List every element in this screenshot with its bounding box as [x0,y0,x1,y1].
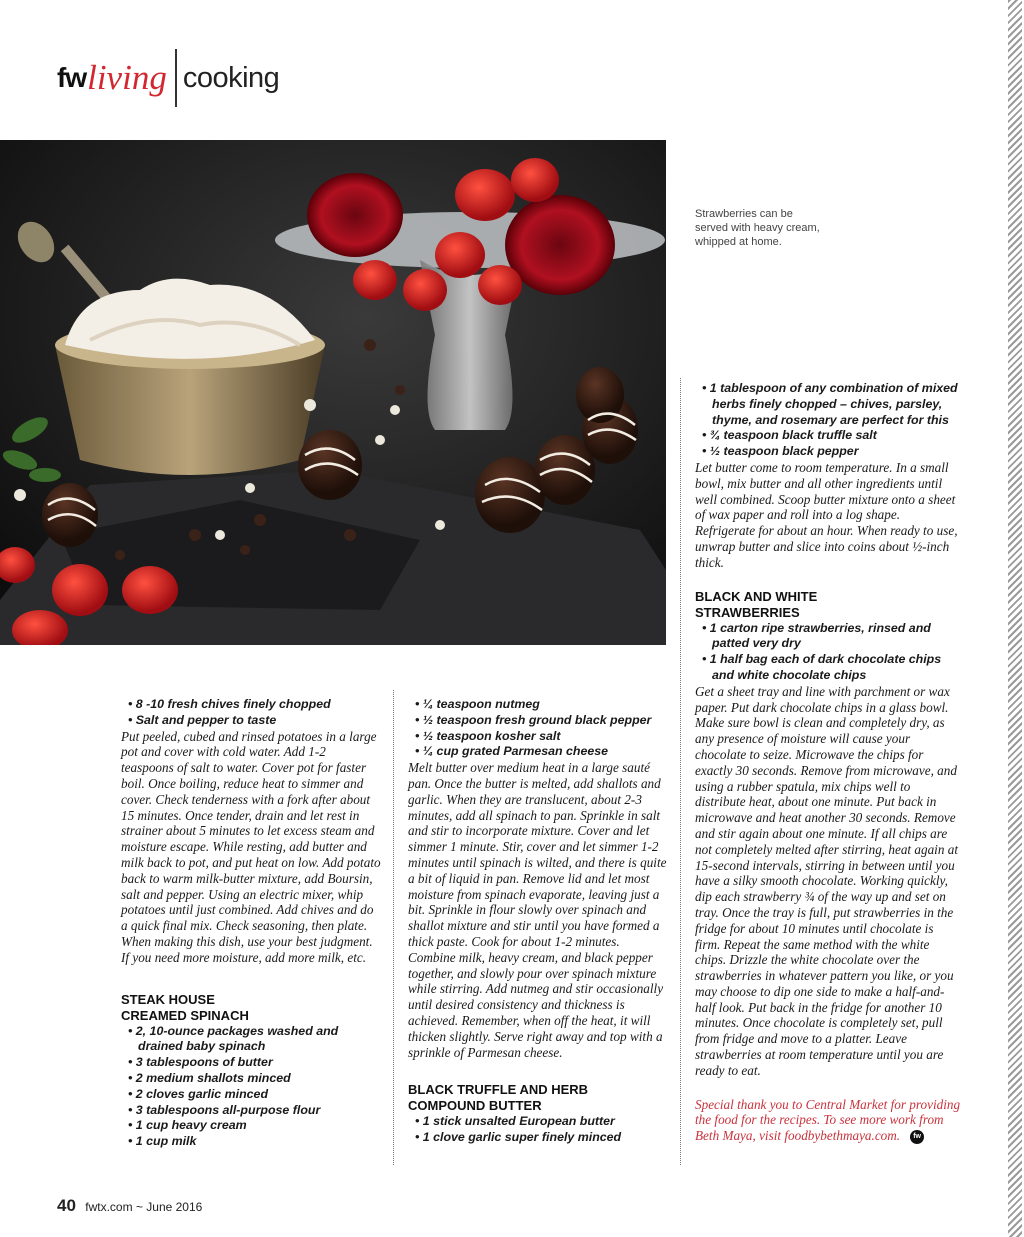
ingredient-item: • 1 carton ripe strawberries, rinsed and patted very dry [695,621,961,653]
column-divider [393,690,394,1165]
fw-logo-icon: fw [910,1130,924,1144]
ingredient-item: • ½ teaspoon black pepper [695,444,961,460]
page-footer [57,1196,202,1216]
header-divider [175,49,177,107]
ingredient-list [695,621,961,684]
section-name: cooking [182,61,280,94]
ingredient-item: • 1 clove garlic super finely minced [408,1130,668,1146]
ingredient-list [408,697,668,760]
recipe-heading: STEAK HOUSE CREAMED SPINACH [121,991,249,1023]
ingredient-item: • 2 cloves garlic minced [121,1087,381,1103]
ingredient-list [408,1114,668,1146]
thanks-text: Special thank you to Central Market for providing the food for the recipes. To see more work from Beth Maya, visit foodbybethmaya.com. [695,1096,961,1144]
ingredient-item: • 8 -10 fresh chives finely chopped [121,697,381,713]
ingredient-list [695,381,961,460]
page-edge-pattern [966,0,1024,1237]
recipe-instructions: Melt butter over medium heat in a large sauté pan. Once the butter is melted, add shallots and garlic. When they are translucent, about 2-3 minutes, add all spinach to pan. Sprinkle in salt and stir to incorporate mixture. Cover and let simmer 1 minute. Stir, cover and let simmer 1-2 minutes until spinach is wilted, and there is quite a bit of liquid in pan. Remove lid and let most moisture from spinach evaporate, leaving just a bit. Sprinkle in flour slowly over spinach and shallot mixture and stir until you have formed a thick paste. Cook for about 1-2 minutes. Combine milk, heavy cream, and black pepper together, and slowly pour over spinach mixture while stirring. Add nutmeg and stir occasionally until desired consistency and thickness is achieved. Remember, when off the heat, it will thicken slightly. Serve right away and top with a sprinkle of Parmesan cheese. [408,760,667,1060]
ingredient-item: • ¾ teaspoon black truffle salt [695,428,961,444]
recipe-column-3 [695,381,961,1144]
recipe-instructions: Let butter come to room temperature. In a small bowl, mix butter and all other ingredients until well combined. Scoop butter mixture onto a sheet of wax paper and roll into a log shape. Refrigerate for about an hour. When ready to use, unwrap butter and slice into coins about ½-inch thick. [695,459,958,570]
recipe-instructions: Put peeled, cubed and rinsed potatoes in a large pot and cover with cold water. Add 1-2 teaspoons of salt to water. Cover pot for faster boil. Once boiling, reduce heat to simmer and cover. Check tenderness with a fork after about 15 minutes. Once tender, drain and let rest in strainer about 5 minutes to let excess steam and moisture escape. While resting, add butter and milk back to pot, and put heat on low. Add potato back to warm milk-butter mixture, add Boursin, salt and pepper. Using an electric mixer, whip potatoes until just combined. Add chives and do a quick final mix. Check seasoning, then plate. When making this dish, use your best judgment. If you need more moisture, add more milk, etc. [121,728,381,965]
ingredient-item: • ½ teaspoon kosher salt [408,729,668,745]
brand-living: living [87,58,167,97]
recipe-heading: BLACK TRUFFLE AND HERB COMPOUND BUTTER [408,1082,589,1114]
credits-note [695,1097,961,1145]
ingredient-list [121,1024,381,1150]
ingredient-item: • ½ teaspoon fresh ground black pepper [408,713,668,729]
ingredient-item: • 1 stick unsalted European butter [408,1114,668,1130]
brand-fw: fw [57,62,87,93]
page-number: 40 [57,1196,76,1215]
footer-text: fwtx.com ~ June 2016 [85,1200,203,1214]
ingredient-item: • 2 medium shallots minced [121,1071,381,1087]
ingredient-list [121,697,381,729]
ingredient-item: • 1 tablespoon of any combination of mixed herbs finely chopped – chives, parsley, thyme, and rosemary are perfect for this [695,381,961,428]
ingredient-item: • 3 tablespoons of butter [121,1055,381,1071]
ingredient-item: • ¼ teaspoon nutmeg [408,697,668,713]
section-header [57,48,279,108]
photo-caption: Strawberries can be served with heavy cream, whipped at home. [695,208,820,248]
ingredient-item: • ¼ cup grated Parmesan cheese [408,744,668,760]
ingredient-item: • 1 half bag each of dark chocolate chips and white chocolate chips [695,652,961,684]
ingredient-item: • 2, 10-ounce packages washed and drained baby spinach [121,1024,381,1056]
dessert-photo [0,140,666,645]
ingredient-item: • 3 tablespoons all-purpose flour [121,1103,381,1119]
recipe-column-2 [408,697,668,1146]
column-divider [680,378,681,1165]
recipe-instructions: Get a sheet tray and line with parchment or wax paper. Put dark chocolate chips in a glass bowl. Make sure bowl is clean and completely dry, as any presence of moisture will cause your chocolate to seize. Microwave the chips for exactly 30 seconds. Remove from microwave, and using a rubber spatula, mix chips well to distribute heat, about one minute. Put back in microwave and heat another 30 seconds. Remove and stir again about one minute. If all chips are not completely melted after stirring, heat again at 15-second intervals, stirring in between until you have a silky smooth chocolate. Working quickly, dip each strawberry ¾ of the way up and set on tray. Once the tray is full, put strawberries in the fridge for about 10 minutes until chocolate is firm. Repeat the same method with the white chips. Drizzle the white chocolate over the strawberries in whatever pattern you like, or you may choose to dip one side to make a half-and-half look. Put back in the fridge for another 10 minutes. Once chocolate is completely set, pull from fridge and move to a platter. Leave strawberries at room temperature until you are ready to eat. [695,683,958,1078]
recipe-column-1 [121,697,381,1150]
ingredient-item: • Salt and pepper to taste [121,713,381,729]
ingredient-item: • 1 cup heavy cream [121,1118,381,1134]
ingredient-item: • 1 cup milk [121,1134,381,1150]
recipe-heading: BLACK AND WHITE STRAWBERRIES [695,588,818,620]
